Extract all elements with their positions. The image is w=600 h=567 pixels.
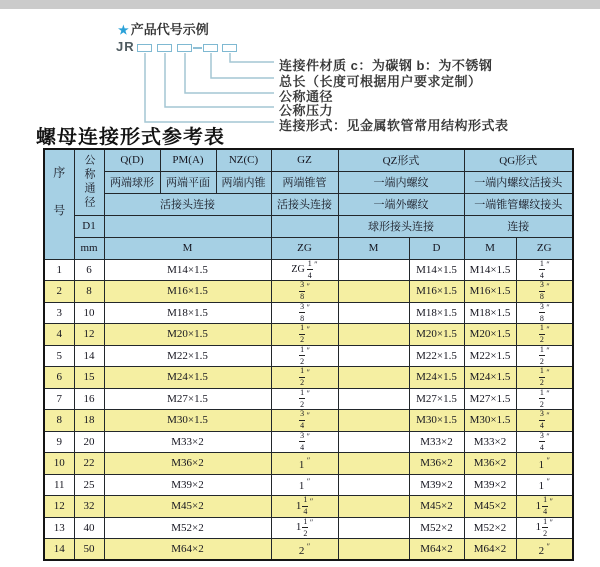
cell-mm: 32 [74, 496, 104, 518]
table-row [44, 367, 573, 389]
header-unit-m: M [464, 237, 516, 259]
cell-qg-zg: $\frac{1}{4}$ ″ [516, 259, 573, 281]
cell-qz-d: M27×1.5 [409, 388, 464, 410]
cell-mm: 22 [74, 453, 104, 475]
cell-qz-m [338, 431, 409, 453]
cell-m: M64×2 [104, 539, 271, 561]
cell-m: M52×2 [104, 517, 271, 539]
stacked-fraction: $\frac{1}{2}$ [539, 366, 544, 388]
cell-qz-m [338, 324, 409, 346]
cell-qg-zg: $\frac{1}{2}$ ″ [516, 345, 573, 367]
cell-seq: 5 [44, 345, 74, 367]
cell-qg-zg: 1 ″ [516, 474, 573, 496]
cell-gz: $\frac{3}{8}$ ″ [271, 302, 338, 324]
cell-qz-d: M30×1.5 [409, 410, 464, 432]
table-body [44, 259, 573, 560]
header-seq: 序号 [44, 149, 74, 259]
cell-gz: 2 ″ [271, 539, 338, 561]
header-mm: mm [74, 237, 104, 259]
cell-qz-d: M16×1.5 [409, 281, 464, 303]
cell-mm: 40 [74, 517, 104, 539]
stacked-fraction: $\frac{1}{2}$ [539, 388, 544, 409]
cell-qz-m [338, 345, 409, 367]
stacked-fraction: $\frac{3}{8}$ [300, 280, 305, 302]
header-form-gz: GZ [271, 149, 338, 171]
stacked-fraction: $\frac{3}{8}$ [300, 302, 305, 323]
diagram-heading-text: 产品代号示例 [130, 22, 209, 37]
cell-m: M24×1.5 [104, 367, 271, 389]
table-row [44, 345, 573, 367]
cell-gz: $\frac{3}{4}$ ″ [271, 410, 338, 432]
cell-qz-m [338, 539, 409, 561]
code-box-5 [222, 44, 237, 52]
header-conn-type: 一端锥管螺纹接头 [464, 193, 573, 215]
cell-qz-d: M52×2 [409, 517, 464, 539]
cell-qz-m [338, 410, 409, 432]
table-row [44, 431, 573, 453]
cell-gz: ZG $\frac{1}{4}$ ″ [271, 259, 338, 281]
header-end-type: 两端球形 [104, 171, 160, 193]
cell-m: M39×2 [104, 474, 271, 496]
cell-gz: $\frac{3}{4}$ ″ [271, 431, 338, 453]
table-row [44, 453, 573, 475]
code-box-3 [177, 44, 192, 52]
cell-qg-zg: 1 ″ [516, 453, 573, 475]
cell-qg-m: M52×2 [464, 517, 516, 539]
cell-mm: 6 [74, 259, 104, 281]
label-total-length: 总长（长度可根据用户要求定制） [279, 74, 482, 89]
cell-qg-m: M64×2 [464, 539, 516, 561]
cell-qg-m: M22×1.5 [464, 345, 516, 367]
stacked-fraction: $\frac{1}{2}$ [300, 366, 305, 388]
stacked-fraction: $\frac{3}{8}$ [539, 280, 544, 302]
header-nominal-diameter: 公称通径 [74, 149, 104, 215]
cell-gz: 1 ″ [271, 474, 338, 496]
header-end-type: 两端内锥 [216, 171, 271, 193]
header-conn-type: 活接头连接 [104, 193, 271, 215]
cell-qg-m: M16×1.5 [464, 281, 516, 303]
cell-m: M30×1.5 [104, 410, 271, 432]
cell-m: M20×1.5 [104, 324, 271, 346]
cell-seq: 7 [44, 388, 74, 410]
cell-mm: 15 [74, 367, 104, 389]
stacked-fraction: $\frac{1}{2}$ [543, 517, 548, 538]
cell-mm: 50 [74, 539, 104, 561]
cell-seq: 9 [44, 431, 74, 453]
stacked-fraction: $\frac{3}{8}$ [539, 302, 544, 323]
cell-gz: 1 $\frac{1}{4}$ ″ [271, 496, 338, 518]
cell-mm: 25 [74, 474, 104, 496]
label-connection-form: 连接形式：见金属软管常用结构形式表 [279, 118, 509, 133]
cell-qg-m: M33×2 [464, 431, 516, 453]
cell-gz: 1 ″ [271, 453, 338, 475]
code-prefix: JR [116, 39, 135, 54]
table-row [44, 388, 573, 410]
stacked-fraction: $\frac{3}{4}$ [539, 409, 544, 431]
cell-gz: $\frac{1}{2}$ ″ [271, 388, 338, 410]
stacked-fraction: $\frac{1}{4}$ [539, 259, 544, 280]
leader-line [165, 53, 274, 107]
header-empty [104, 215, 271, 237]
header-end-type: 一端内螺纹活接头 [464, 171, 573, 193]
label-material: 连接件材质 c：为碳钢 b：为不锈钢 [279, 58, 493, 73]
header-conn-type: 连接 [464, 215, 573, 237]
code-box-4 [203, 44, 218, 52]
cell-qz-m [338, 367, 409, 389]
cell-qz-m [338, 281, 409, 303]
table-row [44, 302, 573, 324]
cell-qz-d: M24×1.5 [409, 367, 464, 389]
cell-qz-m [338, 496, 409, 518]
cell-m: M18×1.5 [104, 302, 271, 324]
stacked-fraction: $\frac{1}{2}$ [300, 345, 305, 366]
cell-qz-m [338, 474, 409, 496]
header-unit-d: D [409, 237, 464, 259]
cell-qz-d: M22×1.5 [409, 345, 464, 367]
cell-mm: 18 [74, 410, 104, 432]
cell-qg-zg: 1 $\frac{1}{2}$ ″ [516, 517, 573, 539]
cell-qz-d: M64×2 [409, 539, 464, 561]
cell-qg-m: M45×2 [464, 496, 516, 518]
table-row [44, 324, 573, 346]
cell-qz-m [338, 517, 409, 539]
cell-qg-m: M36×2 [464, 453, 516, 475]
cell-mm: 8 [74, 281, 104, 303]
cell-seq: 12 [44, 496, 74, 518]
cell-qg-zg: $\frac{3}{8}$ ″ [516, 302, 573, 324]
table-title: 螺母连接形式参考表 [36, 126, 226, 148]
leader-line [211, 53, 274, 78]
table-row [44, 410, 573, 432]
cell-qg-zg: $\frac{1}{2}$ ″ [516, 367, 573, 389]
cell-seq: 10 [44, 453, 74, 475]
cell-qz-d: M33×2 [409, 431, 464, 453]
table-header [44, 149, 573, 259]
cell-m: M33×2 [104, 431, 271, 453]
cell-mm: 12 [74, 324, 104, 346]
cell-m: M27×1.5 [104, 388, 271, 410]
cell-qg-m: M18×1.5 [464, 302, 516, 324]
header-form-qg: QG形式 [464, 149, 573, 171]
cell-seq: 11 [44, 474, 74, 496]
cell-qg-zg: $\frac{3}{4}$ ″ [516, 410, 573, 432]
stacked-fraction: $\frac{1}{4}$ [303, 495, 308, 517]
cell-qz-d: M14×1.5 [409, 259, 464, 281]
cell-qz-d: M36×2 [409, 453, 464, 475]
cell-qz-m [338, 259, 409, 281]
cell-m: M14×1.5 [104, 259, 271, 281]
table-row [44, 539, 573, 561]
stacked-fraction: $\frac{1}{2}$ [539, 345, 544, 366]
cell-seq: 2 [44, 281, 74, 303]
cell-mm: 10 [74, 302, 104, 324]
header-conn-type: 一端外螺纹 [338, 193, 464, 215]
cell-qz-d: M45×2 [409, 496, 464, 518]
cell-gz: $\frac{1}{2}$ ″ [271, 324, 338, 346]
nut-connection-table [43, 148, 574, 561]
cell-mm: 20 [74, 431, 104, 453]
cell-seq: 3 [44, 302, 74, 324]
stacked-fraction: $\frac{1}{4}$ [543, 495, 548, 517]
header-form-pma: PM(A) [160, 149, 216, 171]
stacked-fraction: $\frac{1}{2}$ [539, 323, 544, 345]
code-dash [193, 47, 202, 49]
header-end-type: 一端内螺纹 [338, 171, 464, 193]
cell-qz-m [338, 302, 409, 324]
star-icon: ★ [118, 23, 129, 37]
cell-m: M16×1.5 [104, 281, 271, 303]
leader-line [230, 53, 274, 62]
cell-m: M22×1.5 [104, 345, 271, 367]
header-form-qz: QZ形式 [338, 149, 464, 171]
cell-qg-zg: 1 $\frac{1}{4}$ ″ [516, 496, 573, 518]
cell-gz: $\frac{1}{2}$ ″ [271, 367, 338, 389]
cell-qg-m: M14×1.5 [464, 259, 516, 281]
cell-qg-zg: $\frac{3}{4}$ ″ [516, 431, 573, 453]
header-unit-zg: ZG [271, 237, 338, 259]
cell-seq: 6 [44, 367, 74, 389]
stacked-fraction: $\frac{1}{4}$ [307, 259, 312, 280]
cell-gz: $\frac{3}{8}$ ″ [271, 281, 338, 303]
cell-seq: 14 [44, 539, 74, 561]
cell-qg-m: M27×1.5 [464, 388, 516, 410]
cell-seq: 4 [44, 324, 74, 346]
code-box-2 [157, 44, 172, 52]
cell-qg-m: M30×1.5 [464, 410, 516, 432]
table-row [44, 259, 573, 281]
table-row [44, 517, 573, 539]
cell-gz: $\frac{1}{2}$ ″ [271, 345, 338, 367]
cell-qz-d: M39×2 [409, 474, 464, 496]
cell-qz-m [338, 388, 409, 410]
header-form-qd: Q(D) [104, 149, 160, 171]
label-nominal-pressure: 公称压力 [279, 103, 334, 118]
stacked-fraction: $\frac{1}{2}$ [300, 323, 305, 345]
diagram-heading [118, 19, 209, 38]
stacked-fraction: $\frac{3}{4}$ [539, 431, 544, 452]
stacked-fraction: $\frac{3}{4}$ [300, 409, 305, 431]
header-end-type: 两端锥管 [271, 171, 338, 193]
cell-qz-m [338, 453, 409, 475]
cell-mm: 16 [74, 388, 104, 410]
cell-mm: 14 [74, 345, 104, 367]
table-row [44, 496, 573, 518]
stacked-fraction: $\frac{1}{2}$ [303, 517, 308, 538]
cell-qg-m: M39×2 [464, 474, 516, 496]
cell-gz: 1 $\frac{1}{2}$ ″ [271, 517, 338, 539]
cell-m: M36×2 [104, 453, 271, 475]
stacked-fraction: $\frac{3}{4}$ [300, 431, 305, 452]
cell-qg-zg: $\frac{1}{2}$ ″ [516, 324, 573, 346]
header-conn-type: 球形接头连接 [338, 215, 464, 237]
cell-seq: 13 [44, 517, 74, 539]
cell-qg-m: M20×1.5 [464, 324, 516, 346]
table-row [44, 474, 573, 496]
label-nominal-diameter: 公称通径 [279, 89, 334, 104]
code-box-1 [137, 44, 152, 52]
cell-seq: 1 [44, 259, 74, 281]
cell-seq: 8 [44, 410, 74, 432]
cell-qz-d: M18×1.5 [409, 302, 464, 324]
stacked-fraction: $\frac{1}{2}$ [300, 388, 305, 409]
header-d1: D1 [74, 215, 104, 237]
header-unit-m: M [104, 237, 271, 259]
header-unit-zg: ZG [516, 237, 573, 259]
table-row [44, 281, 573, 303]
header-conn-type: 活接头连接 [271, 193, 338, 215]
cell-qz-d: M20×1.5 [409, 324, 464, 346]
cell-qg-zg: $\frac{3}{8}$ ″ [516, 281, 573, 303]
header-form-nzc: NZ(C) [216, 149, 271, 171]
cell-m: M45×2 [104, 496, 271, 518]
header-end-type: 两端平面 [160, 171, 216, 193]
header-empty [271, 215, 338, 237]
cell-qg-m: M24×1.5 [464, 367, 516, 389]
cell-qg-zg: 2 ″ [516, 539, 573, 561]
cell-qg-zg: $\frac{1}{2}$ ″ [516, 388, 573, 410]
header-unit-m: M [338, 237, 409, 259]
